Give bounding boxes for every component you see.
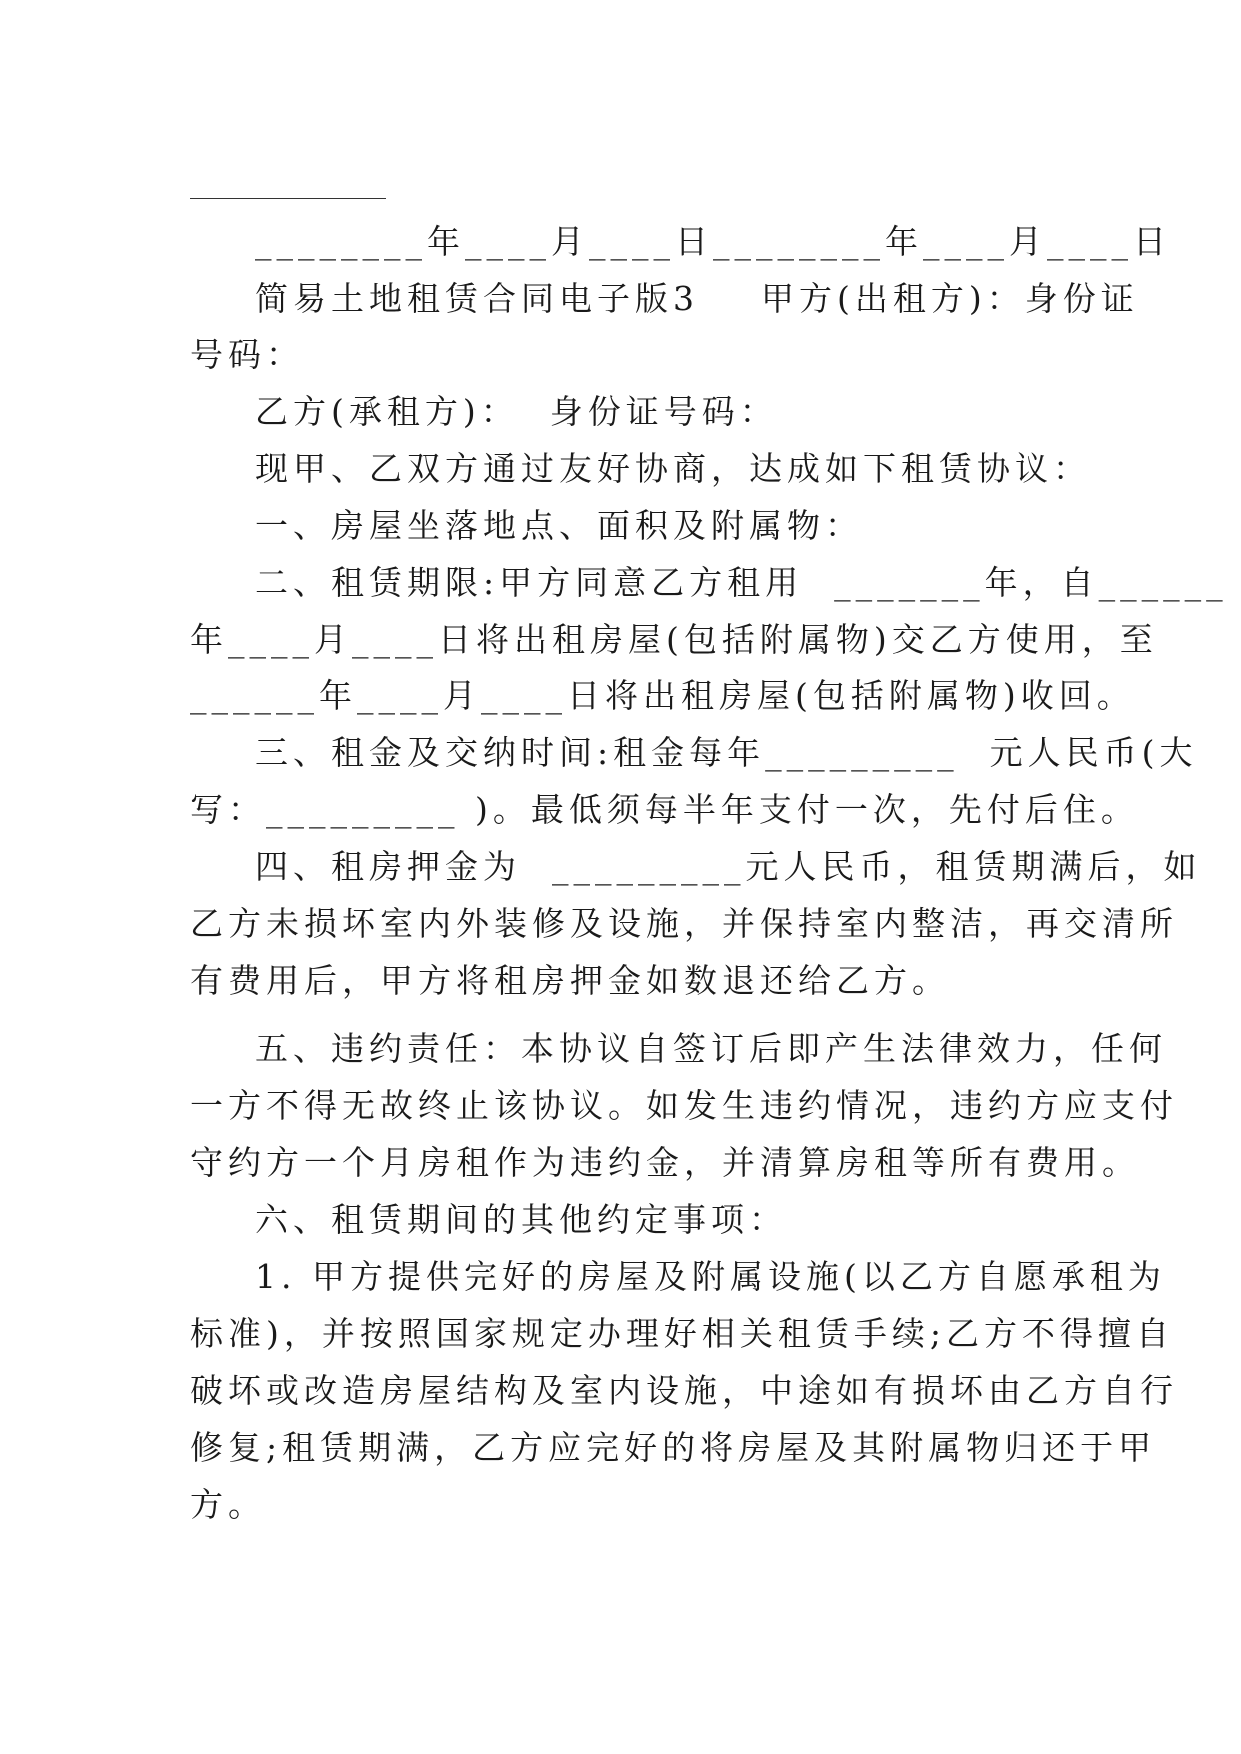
date-line: ________年____月____日________年____月____日 — [255, 222, 1171, 261]
clause-2-line-3: ______年____月____日将出租房屋(包括附属物)收回。 — [190, 676, 1135, 715]
clause-4-line-1: 四、租房押金为 _________元人民币，租赁期满后，如 — [255, 847, 1202, 886]
clause-3-line-2: 写：_________ )。最低须每半年支付一次，先付后住。 — [190, 790, 1139, 829]
title-line: 简易土地租赁合同电子版3 甲方(出租方)：身份证 — [255, 279, 1139, 318]
item-1-line-2: 标准)，并按照国家规定办理好相关租赁手续;乙方不得擅自 — [190, 1314, 1174, 1353]
clause-2-line-2: 年____月____日将出租房屋(包括附属物)交乙方使用，至 — [190, 620, 1158, 659]
item-1-line-5: 方。 — [190, 1485, 266, 1524]
clause-6: 六、租赁期间的其他约定事项： — [255, 1200, 787, 1239]
clause-1: 一、房屋坐落地点、面积及附属物： — [255, 506, 863, 545]
clause-5-line-2: 一方不得无故终止该协议。如发生违约情况，违约方应支付 — [190, 1086, 1178, 1125]
item-1-line-3: 破坏或改造房屋结构及室内设施，中途如有损坏由乙方自行 — [190, 1371, 1178, 1410]
item-1-line-4: 修复;租赁期满，乙方应完好的将房屋及其附属物归还于甲 — [190, 1428, 1157, 1467]
title-line-continued: 号码： — [190, 335, 304, 374]
clause-5-line-3: 守约方一个月房租作为违约金，并清算房租等所有费用。 — [190, 1143, 1140, 1182]
clause-3-line-1: 三、租金及交纳时间:租金每年_________ 元人民币(大 — [255, 733, 1198, 772]
item-1-line-1: 1. 甲方提供完好的房屋及附属设施(以乙方自愿承租为 — [255, 1257, 1166, 1296]
clause-2-line-1: 二、租赁期限:甲方同意乙方租用 _______年，自______ — [255, 563, 1228, 602]
party-b-line: 乙方(承租方)： 身份证号码： — [255, 392, 778, 431]
clause-4-line-2: 乙方未损坏室内外装修及设施，并保持室内整洁，再交清所 — [190, 904, 1178, 943]
clause-4-line-3: 有费用后，甲方将租房押金如数退还给乙方。 — [190, 961, 950, 1000]
intro-paragraph: 现甲、乙双方通过友好协商，达成如下租赁协议： — [255, 449, 1091, 488]
signature-rule — [190, 198, 386, 199]
clause-5-line-1: 五、违约责任：本协议自签订后即产生法律效力，任何 — [255, 1029, 1167, 1068]
